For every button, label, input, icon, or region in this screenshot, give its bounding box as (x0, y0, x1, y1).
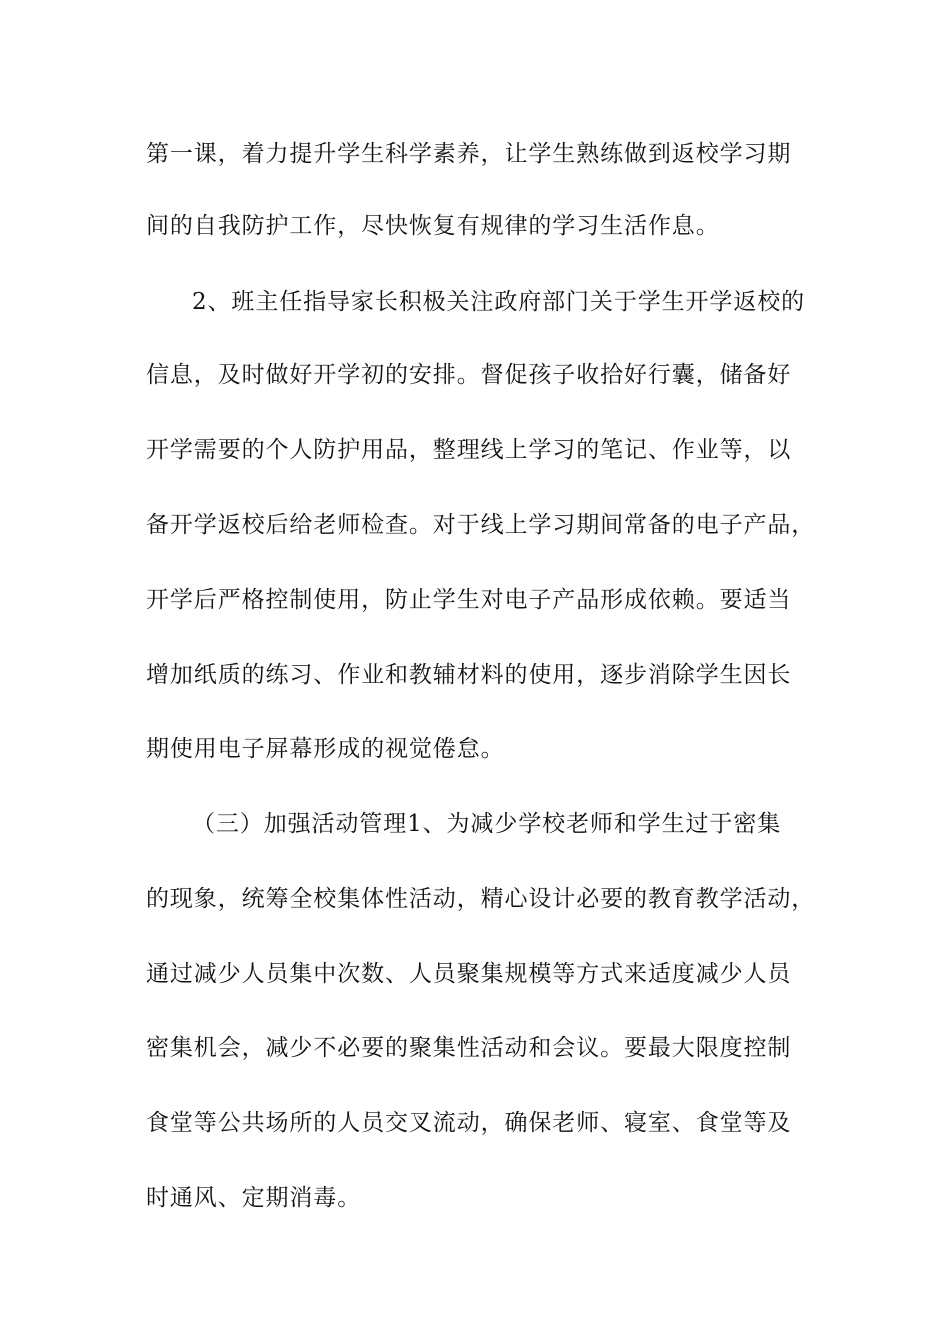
paragraph-line: 备开学返校后给老师检查。对于线上学习期间常备的电子产品， (146, 512, 816, 538)
paragraph-line: 时通风、定期消毒。 (146, 1185, 362, 1211)
paragraph-line: 2、班主任指导家长积极关注政府部门关于学生开学返校的 (192, 289, 806, 315)
paragraph-line: 增加纸质的练习、作业和教辅材料的使用，逐步消除学生因长 (146, 662, 792, 688)
paragraph-line: 间的自我防护工作，尽快恢复有规律的学习生活作息。 (146, 213, 720, 239)
paragraph-line: （三）加强活动管理1、为减少学校老师和学生过于密集 (192, 811, 782, 837)
paragraph-line: 开学后严格控制使用，防止学生对电子产品形成依赖。要适当 (146, 587, 792, 613)
paragraph-line: 信息，及时做好开学初的安排。督促孩子收拾好行囊，储备好 (146, 362, 792, 388)
paragraph-line: 通过减少人员集中次数、人员聚集规模等方式来适度减少人员 (146, 961, 792, 987)
paragraph-line: 密集机会，减少不必要的聚集性活动和会议。要最大限度控制 (146, 1035, 792, 1061)
paragraph-line: 的现象，统筹全校集体性活动，精心设计必要的教育教学活动， (146, 886, 816, 912)
paragraph-line: 食堂等公共场所的人员交叉流动，确保老师、寝室、食堂等及 (146, 1110, 792, 1136)
paragraph-line: 期使用电子屏幕形成的视觉倦怠。 (146, 736, 505, 762)
paragraph-line: 开学需要的个人防护用品，整理线上学习的笔记、作业等，以 (146, 437, 792, 463)
paragraph-line: 第一课，着力提升学生科学素养，让学生熟练做到返校学习期 (146, 141, 792, 167)
